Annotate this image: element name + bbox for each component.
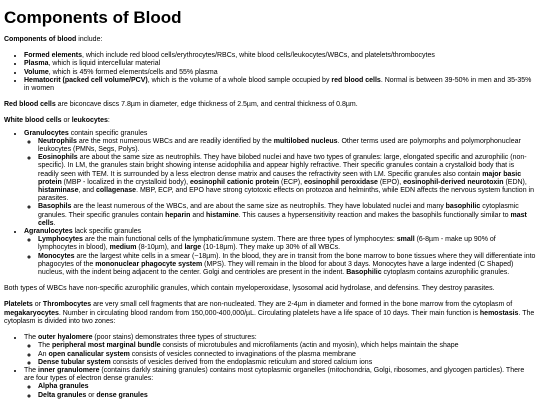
- granulocytes-sublist: [24, 138, 536, 228]
- wbc-list: [4, 130, 536, 278]
- list-item-plasma: • Plasma, which is liquid intercellular material: [24, 60, 536, 68]
- intro-paragraph: Components of blood include:: [4, 36, 103, 43]
- inner-granulomere-sublist: [24, 383, 536, 399]
- list-item-formed-elements: • Formed elements, which include red blood cells/erythrocytes/RBCs, white blood cells/leukocytes/WBCs, and platelets/thrombocytes: [24, 52, 536, 60]
- platelets-paragraph: Platelets or Thrombocytes are very small cell fragments that are non-nucleated. They are 2-4µm in diameter and formed in the bone marrow from the cytoplasm of megakaryocytes. Number in circulating blood random from 150,000-400,000/µL. Circulating platelets have a life space of 10 days. Their main function is hemostasis. The cytoplasm is divided into two zones:: [4, 301, 535, 325]
- list-item-eosinophils: ◦ Eosinophils are about the same size as neutrophils. They have bilobed nuclei and have two types of granules: large, elongated specific and azurophilic (non-specific). In LM, the granules stain bright showing intense acidophilia and appear highly refractive. Their specific granules contain a crystalloid body that is readily seen with TEM. It is surrounded by a less electron dense matrix and causes the refractivity seen with LM. Specific granules also contain major basic protein (MBP - localized in the crystalloid body), eosinophil cationic protein (ECP), eosinophil peroxidase (EPO), eosinophil-derived neurotoxin (EDN), histaminase, and collagenase. MBP, ECP, and EPO have strong cytotoxic effects on protozoa and helminths, while EDN affects the nervous system function in parasites.: [38, 154, 536, 203]
- list-item-delta-granules: ◦ Delta granules or dense granules: [38, 392, 536, 400]
- list-item-volume: • Volume, which is 45% formed elements/cells and 55% plasma: [24, 69, 536, 77]
- list-item-outer-hyalomere: • The outer hyalomere (poor stains) demonstrates three types of structures: ◦ The peripheral most marginal bundle consists of microtubules and microfilaments (actin and myosin), which helps maintain the shape ◦ An open canalicular system consists of vesicles connected to invaginations of the plasma membrane ◦ Dense tubular system consists of vesicles derived from the endoplasmic reticulum and stored calcium ions: [24, 334, 536, 367]
- list-item-lymphocytes: ◦ Lymphocytes are the main functional cells of the lymphatic/immune system. There are three types of lymphocytes: small (6-8µm - make up 90% of lymphocytes in blood), medium (8-10µm), and large (10-18µm). They make up 30% of all WBCs.: [38, 236, 536, 252]
- agranulocytes-sublist: [24, 236, 536, 277]
- list-item-agranulocytes: • Agranulocytes lack specific granules ◦ Lymphocytes are the main functional cells of the lymphatic/immune system. There are three types of lymphocytes: small (6-8µm - make up 90% of lymphocytes in blood), medium (8-10µm), and large (10-18µm). They make up 30% of all WBCs. ◦ Monocytes are the largest white cells in a smear (~18µm). In the blood, they are in transit from the bone marrow to bone tissues where they will differentiate into phagocytes of the mononuclear phagocyte system (MPS). They will remain in the blood for about 3 days. Monocytes have a large indented (C Shaped) nucleus, with the indent being adjacent to the center. Golgi and centrioles are present in the indent. Basophilic cytoplasm contains azurophilic granules.: [24, 228, 536, 277]
- both-types-paragraph: Both types of WBCs have non-specific azurophilic granules, which contain myeloperoxidase, lysosomal acid hydrolase, and defensins. They destroy parasites.: [4, 285, 495, 293]
- list-item-inner-granulomere: • The inner granulomere (contains darkly staining granules) contains most cytoplasmic organelles (mitochondria, Golgi, ribosomes, and glycogen particles). There are four types of electron dense granules: ◦ Alpha granules ◦ Delta granules or dense granules: [24, 367, 536, 400]
- list-item-marginal-bundle: ◦ The peripheral most marginal bundle consists of microtubules and microfilaments (actin and myosin), which helps maintain the shape: [38, 342, 536, 350]
- list-item-granulocytes: • Granulocytes contain specific granules ◦ Neutrophils are the most numerous WBCs and are readily identified by the multilobed nucleus. Other terms used are polymorphs and polymorphonuclear leukocytes (PMNs, Segs, Polys). ◦ Eosinophils are about the same size as neutrophils. They have bilobed nuclei and have two types of granules: large, elongated specific and azurophilic (non-specific). In LM, the granules stain bright showing intense acidophilia and appear highly refractive. Their specific granules contain a crystalloid body that is readily seen with TEM. It is surrounded by a less electron dense matrix and causes the refractivity seen with LM. Specific granules also contain major basic protein (MBP - localized in the crystalloid body), eosinophil cationic protein (ECP), eosinophil peroxidase (EPO), eosinophil-derived neurotoxin (EDN), histaminase, and collagenase. MBP, ECP, and EPO have strong cytotoxic effects on protozoa and helminths, while EDN affects the nervous system function in parasites. ◦ Basophils are the least numerous of the WBCs, and are about the same size as neutrophils. They have lobulated nuclei and many basophilic cytoplasmic granules. Their specific granules contain heparin and histamine. This causes a hypersensitivity reaction and makes the basophils functionally similar to mast cells.: [24, 130, 536, 228]
- wbc-intro-paragraph: White blood cells or leukocytes:: [4, 117, 110, 125]
- components-list: [4, 52, 536, 93]
- rbc-paragraph: Red blood cells are biconcave discs 7.8µm in diameter, edge thickness of 2.5µm, and central thickness of 0.8µm.: [4, 101, 358, 109]
- list-item-dense-tubular-system: ◦ Dense tubular system consists of vesicles derived from the endoplasmic reticulum and stored calcium ions: [38, 359, 536, 367]
- list-item-hematocrit: • Hematocrit (packed cell volume/PCV), which is the volume of a whole blood sample occupied by red blood cells. Normal is between 39-50% in men and 35-35% in women: [24, 77, 536, 93]
- outer-hyalomere-sublist: [24, 342, 536, 367]
- page-title: Components of Blood: [4, 8, 182, 27]
- platelet-zones-list: [4, 334, 536, 400]
- list-item-neutrophils: ◦ Neutrophils are the most numerous WBCs and are readily identified by the multilobed nucleus. Other terms used are polymorphs and polymorphonuclear leukocytes (PMNs, Segs, Polys).: [38, 138, 536, 154]
- list-item-alpha-granules: ◦ Alpha granules: [38, 383, 536, 391]
- list-item-basophils: ◦ Basophils are the least numerous of the WBCs, and are about the same size as neutrophils. They have lobulated nuclei and many basophilic cytoplasmic granules. Their specific granules contain heparin and histamine. This causes a hypersensitivity reaction and makes the basophils functionally similar to mast cells.: [38, 203, 536, 228]
- list-item-monocytes: ◦ Monocytes are the largest white cells in a smear (~18µm). In the blood, they are in transit from the bone marrow to bone tissues where they will differentiate into phagocytes of the mononuclear phagocyte system (MPS). They will remain in the blood for about 3 days. Monocytes have a large indented (C Shaped) nucleus, with the indent being adjacent to the center. Golgi and centrioles are present in the indent. Basophilic cytoplasm contains azurophilic granules.: [38, 253, 536, 278]
- list-item-canalicular-system: ◦ An open canalicular system consists of vesicles connected to invaginations of the plasma membrane: [38, 351, 536, 359]
